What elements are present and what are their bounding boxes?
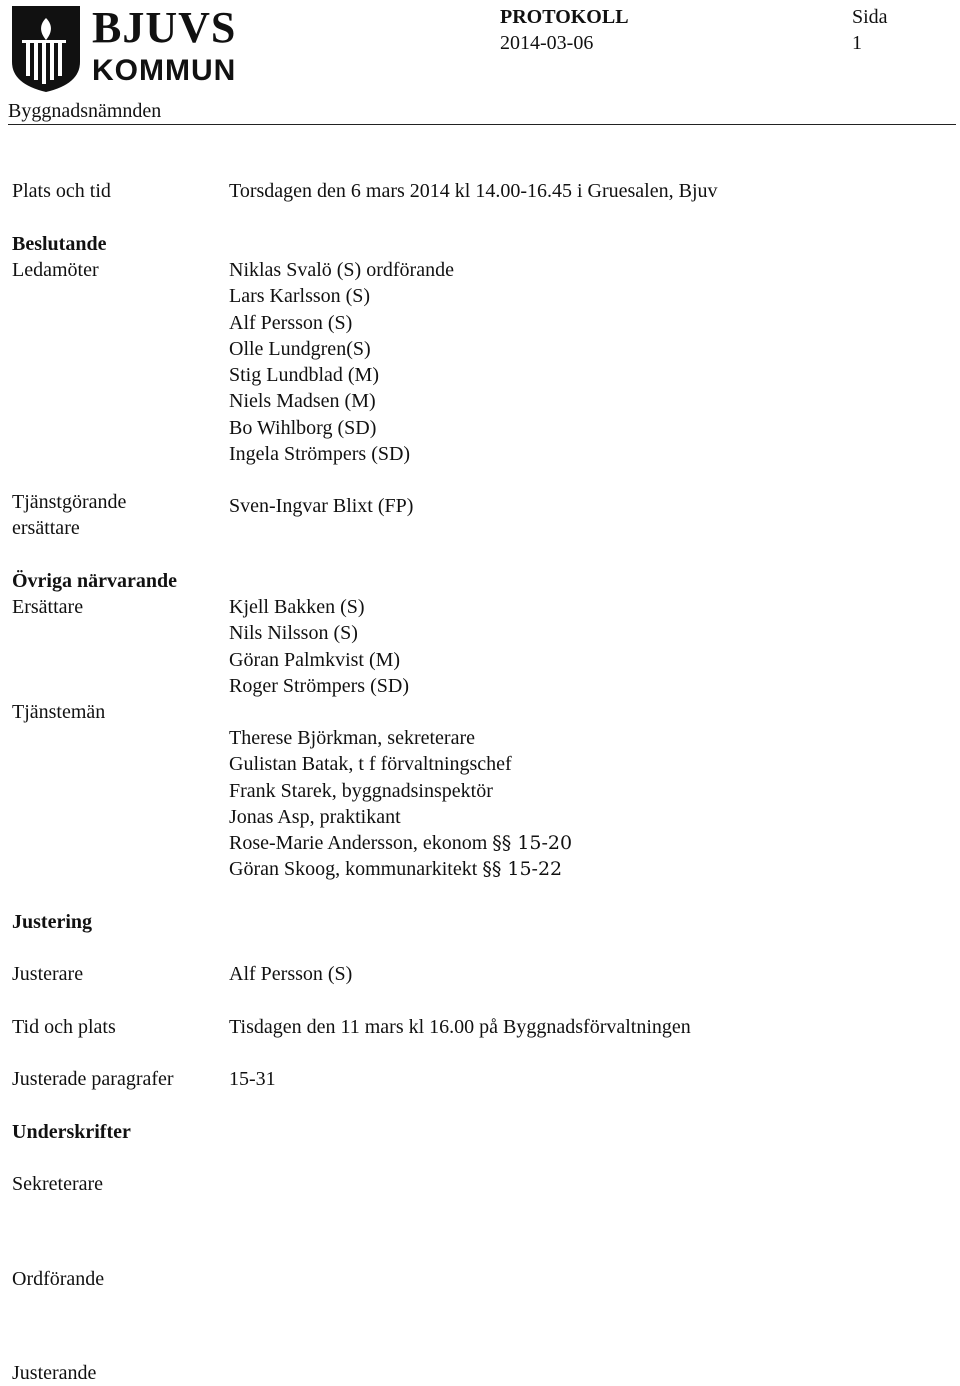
list-item: Alf Persson (S) bbox=[229, 311, 353, 334]
substitutes-list bbox=[229, 594, 409, 699]
decision-heading: Beslutande bbox=[12, 233, 107, 255]
members-label: Ledamöter bbox=[12, 259, 99, 281]
list-item: Bo Wihlborg (SD) bbox=[229, 416, 377, 439]
list-item: Therese Björkman, sekreterare bbox=[229, 727, 475, 749]
list-item: Stig Lundblad (M) bbox=[229, 364, 379, 387]
logo-name: BJUVS bbox=[92, 3, 237, 52]
header-divider bbox=[8, 124, 956, 125]
list-item: Göran Palmkvist (M) bbox=[229, 648, 401, 671]
list-item: Rose-Marie Andersson, ekonom §§ 15-20 bbox=[229, 832, 573, 855]
list-item: Jonas Asp, praktikant bbox=[229, 805, 401, 828]
adjuster-label: Justerare bbox=[12, 963, 84, 985]
paragraph-ref: §§ 15-20 bbox=[492, 832, 573, 855]
adjuster-value: Alf Persson (S) bbox=[229, 963, 353, 985]
time-place-value: Tisdagen den 11 mars kl 16.00 på Byggnadsförvaltningen bbox=[229, 1016, 691, 1038]
list-item: Frank Starek, byggnadsinspektör bbox=[229, 779, 493, 802]
list-item: Olle Lundgren(S) bbox=[229, 337, 371, 360]
officials-list bbox=[229, 725, 572, 883]
officials-label: Tjänstemän bbox=[12, 701, 106, 723]
secretary-label: Sekreterare bbox=[12, 1173, 104, 1195]
torch-emblem-icon bbox=[8, 4, 84, 92]
substitutes-label: Ersättare bbox=[12, 596, 84, 618]
list-item: Nils Nilsson (S) bbox=[229, 622, 358, 645]
list-item: Gulistan Batak, t f förvaltningschef bbox=[229, 753, 512, 776]
chair-label: Ordförande bbox=[12, 1268, 105, 1290]
signatures-heading: Underskrifter bbox=[12, 1121, 131, 1143]
page-label: Sida bbox=[852, 6, 888, 28]
committee-name: Byggnadsnämnden bbox=[8, 100, 162, 122]
document-type: PROTOKOLL bbox=[500, 6, 629, 28]
members-list bbox=[229, 257, 454, 467]
paragraphs-value: 15-31 bbox=[229, 1068, 276, 1090]
page-number: 1 bbox=[852, 32, 862, 54]
list-item: Göran Skoog, kommunarkitekt §§ 15-22 bbox=[229, 858, 563, 881]
document-date: 2014-03-06 bbox=[500, 32, 594, 54]
justering-heading: Justering bbox=[12, 911, 92, 933]
list-item: Ingela Strömpers (SD) bbox=[229, 443, 411, 466]
time-place-label: Tid och plats bbox=[12, 1016, 116, 1038]
list-item: Niels Madsen (M) bbox=[229, 390, 376, 413]
place-label: Plats och tid bbox=[12, 180, 111, 202]
paragraphs-label: Justerade paragrafer bbox=[12, 1068, 174, 1090]
list-item: Lars Karlsson (S) bbox=[229, 285, 371, 308]
list-item: Roger Strömpers (SD) bbox=[229, 674, 409, 697]
paragraph-ref: §§ 15-22 bbox=[482, 858, 563, 881]
list-item: Niklas Svalö (S) ordförande bbox=[229, 259, 454, 281]
serving-item: Sven-Ingvar Blixt (FP) bbox=[229, 495, 414, 517]
municipality-logo bbox=[8, 4, 248, 92]
signing-adjuster-label: Justerande bbox=[12, 1362, 97, 1384]
logo-subname: KOMMUN bbox=[92, 54, 237, 87]
others-heading: Övriga närvarande bbox=[12, 570, 177, 592]
place-value: Torsdagen den 6 mars 2014 kl 14.00-16.45 i Gruesalen, Bjuv bbox=[229, 180, 718, 202]
serving-label-cont: ersättare bbox=[12, 517, 80, 539]
list-item: Kjell Bakken (S) bbox=[229, 596, 365, 618]
serving-label: Tjänstgörande bbox=[12, 491, 127, 513]
